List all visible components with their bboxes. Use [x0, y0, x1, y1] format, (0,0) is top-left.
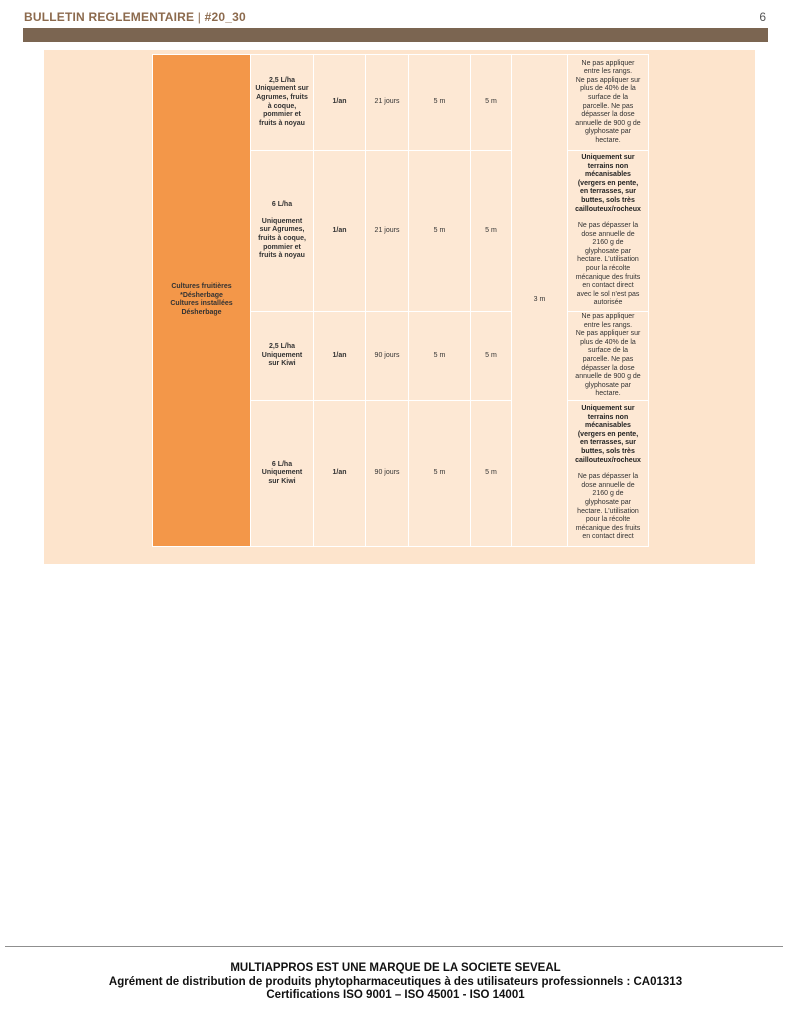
note-line: Ne pas appliquer: [581, 59, 635, 67]
note-line: 2160 g de: [592, 239, 624, 247]
note-line: hectare. L'utilisation: [577, 507, 639, 515]
note-line: Ne pas dépasser la: [577, 473, 639, 481]
note-line: dose annuelle de: [581, 230, 635, 238]
dose-line: pommier et: [263, 111, 301, 119]
page-number: 6: [759, 10, 766, 24]
note-line: (vergers en pente,: [577, 430, 639, 438]
znt-cell: 5 m: [471, 400, 512, 546]
note-line: en terrasses, sur: [579, 439, 637, 447]
note-line: buttes, sols très: [581, 447, 635, 455]
note-line: Ne pas appliquer: [581, 313, 635, 320]
note-cell: [568, 312, 649, 401]
note-line: glyphosate par: [585, 247, 631, 255]
table-row: [153, 55, 649, 151]
dar-cell: 21 jours: [366, 55, 409, 151]
dar-cell: 21 jours: [366, 151, 409, 312]
crop-line: Cultures installées: [170, 300, 233, 308]
footer-line: Agrément de distribution de produits phytopharmaceutiques à des utilisateurs professionnels : CA01313: [108, 975, 683, 988]
znt-cell: 5 m: [409, 151, 471, 312]
bulletin-name: BULLETIN REGLEMENTAIRE: [24, 10, 195, 24]
dose-line: pommier et: [263, 243, 301, 251]
dose-line: 6 L/ha: [271, 460, 293, 468]
note-line: glyphosate par: [585, 128, 631, 136]
note-line: annuelle de 900 g de: [575, 119, 641, 127]
znt-cell: 5 m: [409, 400, 471, 546]
note-line: buttes, sols très: [581, 196, 635, 204]
header-bar: [23, 28, 768, 42]
crop-line: Désherbage: [181, 309, 222, 317]
znt-cell: 5 m: [409, 55, 471, 151]
bulletin-title: [24, 10, 246, 24]
note-line: pour la récolte: [585, 516, 631, 524]
note-line: en contact direct: [582, 282, 634, 290]
note-line: parcelle. Ne pas: [582, 355, 634, 363]
note-line: [570, 214, 646, 222]
dose-line: sur Kiwi: [268, 477, 296, 485]
dose-line: à coque,: [267, 102, 297, 110]
note-line: Uniquement sur: [581, 153, 635, 161]
note-line: dépasser la dose: [581, 364, 635, 372]
dose-line: Uniquement sur: [255, 85, 309, 93]
note-line: hectare.: [595, 136, 621, 144]
dose-cell: [251, 312, 314, 401]
note-line: annuelle de 900 g de: [575, 373, 641, 381]
note-line: entre les rangs.: [583, 68, 633, 76]
note-line: en terrasses, sur: [579, 188, 637, 196]
note-line: terrains non: [587, 413, 629, 421]
note-line: (vergers en pente,: [577, 179, 639, 187]
frequency-cell: 1/an: [314, 400, 366, 546]
note-line: dose annuelle de: [581, 481, 635, 489]
dar-cell: 90 jours: [366, 312, 409, 401]
note-line: Ne pas appliquer sur: [575, 330, 641, 338]
note-line: Uniquement sur: [581, 404, 635, 412]
note-line: hectare. L'utilisation: [577, 256, 639, 264]
frequency-cell: 1/an: [314, 312, 366, 401]
footer: [0, 962, 791, 1003]
dose-cell: [251, 400, 314, 546]
znt-cell: 5 m: [471, 312, 512, 401]
bulletin-issue: #20_30: [204, 10, 246, 24]
footer-line: MULTIAPPROS EST UNE MARQUE DE LA SOCIETE SEVEAL: [230, 962, 561, 974]
note-line: plus de 40% de la: [580, 338, 636, 346]
note-line: mécanisables: [585, 422, 631, 430]
dose-line: fruits à noyau: [259, 252, 305, 260]
note-line: Ne pas appliquer sur: [575, 76, 641, 84]
dose-line: Uniquement: [261, 217, 303, 225]
znt-cell: 5 m: [471, 55, 512, 151]
note-line: surface de la: [587, 93, 629, 101]
znt-cell: 5 m: [471, 151, 512, 312]
note-line: pour la récolte: [585, 265, 631, 273]
note-line: parcelle. Ne pas: [582, 102, 634, 110]
note-line: en contact direct: [582, 533, 634, 541]
note-line: terrains non: [587, 162, 629, 170]
title-separator: |: [197, 10, 202, 24]
dose-line: Uniquement: [261, 351, 303, 359]
crop-cell: [153, 55, 251, 547]
footer-line: Certifications ISO 9001 – ISO 45001 - ISO 14001: [266, 989, 525, 1001]
note-cell: [568, 55, 649, 151]
note-line: caillouteux/rocheux: [575, 456, 641, 464]
note-line: mécanique des fruits: [575, 524, 641, 532]
note-line: plus de 40% de la: [580, 85, 636, 93]
note-cell: [568, 151, 649, 312]
note-line: 2160 g de: [592, 490, 624, 498]
note-line: hectare.: [595, 390, 621, 398]
dose-cell: [251, 151, 314, 312]
znt-cell: 5 m: [409, 312, 471, 401]
frequency-cell: 1/an: [314, 151, 366, 312]
note-cell: [568, 400, 649, 546]
note-line: dépasser la dose: [581, 111, 635, 119]
dose-line: sur Kiwi: [268, 360, 296, 368]
note-line: entre les rangs.: [583, 321, 633, 329]
dose-line: 2,5 L/ha: [268, 76, 296, 84]
zone-cell: 3 m: [512, 55, 568, 547]
dose-line: 2,5 L/ha: [268, 343, 296, 351]
note-line: avec le sol n'est pas: [576, 290, 640, 298]
note-line: Ne pas dépasser la: [577, 222, 639, 230]
dose-line: Agrumes, fruits: [256, 93, 308, 101]
note-line: glyphosate par: [585, 381, 631, 389]
dose-line: sur Agrumes,: [259, 226, 305, 234]
usage-table: [152, 54, 649, 547]
crop-line: *Désherbage: [180, 291, 223, 299]
frequency-cell: 1/an: [314, 55, 366, 151]
dose-cell: [251, 55, 314, 151]
note-line: glyphosate par: [585, 498, 631, 506]
crop-line: Cultures fruitières: [171, 283, 232, 291]
dose-line: Uniquement: [261, 469, 303, 477]
dose-line: [253, 210, 311, 218]
note-line: autorisée: [593, 299, 623, 307]
dose-line: fruits à noyau: [259, 119, 305, 127]
note-line: surface de la: [587, 347, 629, 355]
dose-line: fruits à coque,: [258, 235, 306, 242]
note-line: mécanique des fruits: [575, 273, 641, 281]
footer-divider: [5, 946, 783, 947]
dose-line: 6 L/ha: [271, 201, 293, 209]
note-line: mécanisables: [585, 171, 631, 179]
dar-cell: 90 jours: [366, 400, 409, 546]
note-line: [570, 465, 646, 473]
note-line: caillouteux/rocheux: [575, 205, 641, 213]
